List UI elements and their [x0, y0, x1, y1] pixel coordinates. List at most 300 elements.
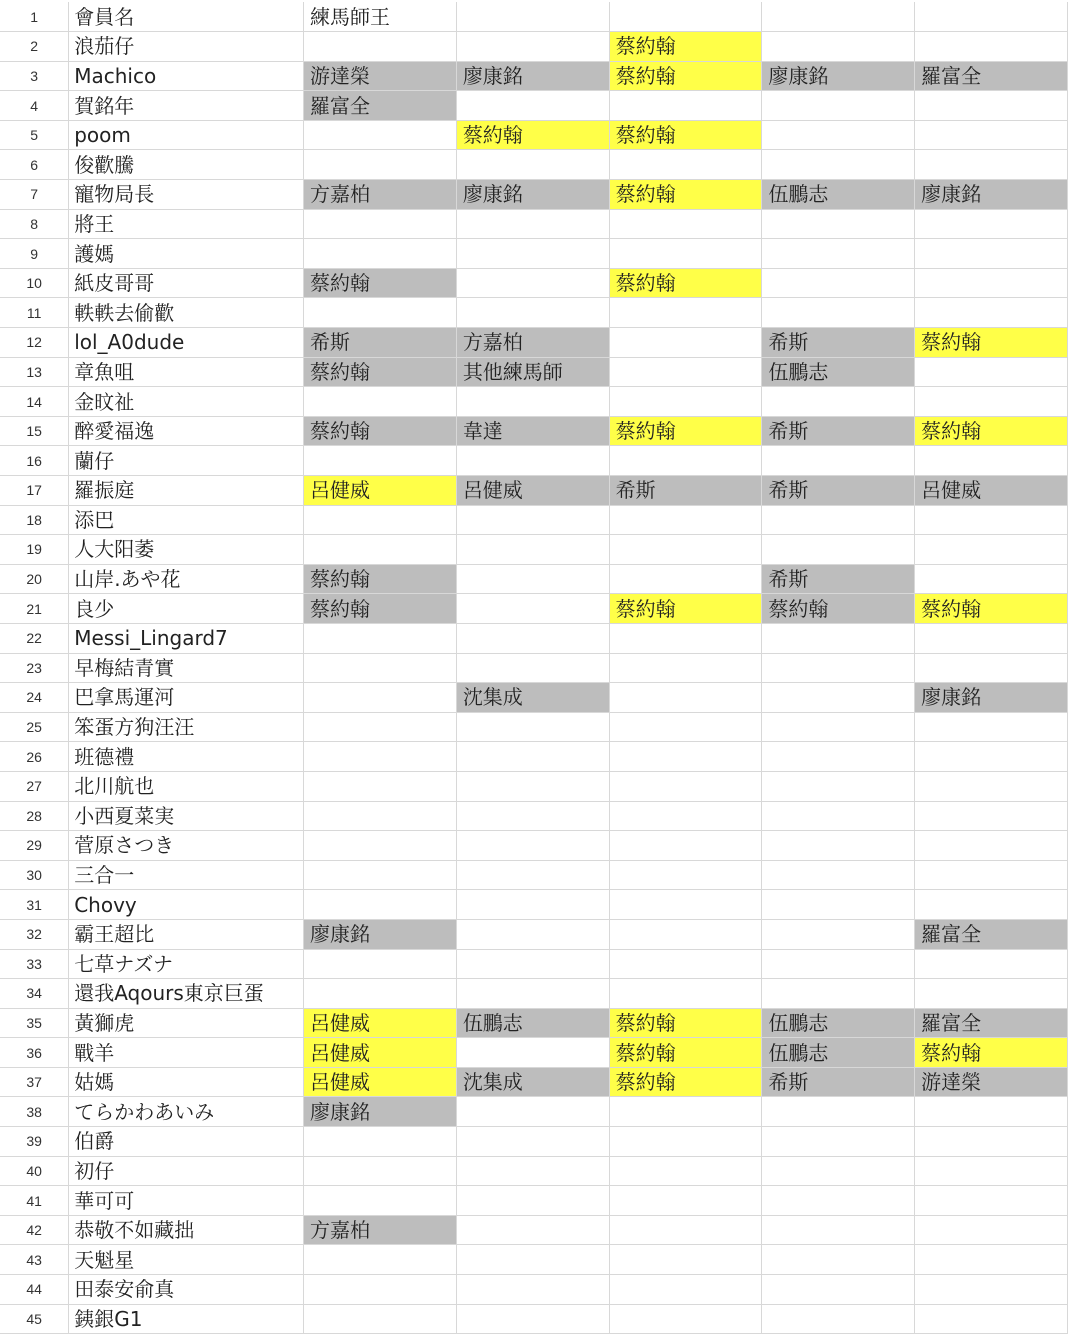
- trainer-cell[interactable]: [762, 979, 915, 1009]
- trainer-cell[interactable]: [915, 1215, 1068, 1245]
- member-name-cell[interactable]: 蘭仔: [69, 446, 304, 476]
- trainer-cell[interactable]: 蔡約翰: [304, 268, 457, 298]
- trainer-cell[interactable]: 希斯: [609, 476, 762, 506]
- trainer-cell[interactable]: [456, 32, 609, 62]
- trainer-cell[interactable]: [456, 1127, 609, 1157]
- member-name-cell[interactable]: 山岸.あや花: [69, 564, 304, 594]
- member-name-cell[interactable]: 笨蛋方狗汪汪: [69, 712, 304, 742]
- trainer-cell[interactable]: 廖康銘: [304, 919, 457, 949]
- trainer-cell[interactable]: [762, 653, 915, 683]
- row-number[interactable]: 36: [0, 1038, 69, 1068]
- trainer-cell[interactable]: [762, 209, 915, 239]
- trainer-cell[interactable]: 蔡約翰: [609, 594, 762, 624]
- trainer-cell[interactable]: [609, 801, 762, 831]
- trainer-cell[interactable]: [609, 623, 762, 653]
- trainer-cell[interactable]: 呂健威: [456, 476, 609, 506]
- trainer-cell[interactable]: [609, 1097, 762, 1127]
- member-name-cell[interactable]: 華可可: [69, 1186, 304, 1216]
- trainer-cell[interactable]: [456, 771, 609, 801]
- trainer-cell[interactable]: [609, 860, 762, 890]
- trainer-cell[interactable]: 希斯: [762, 328, 915, 358]
- trainer-cell[interactable]: 蔡約翰: [304, 594, 457, 624]
- trainer-cell[interactable]: [304, 387, 457, 417]
- trainer-cell[interactable]: [762, 32, 915, 62]
- trainer-cell[interactable]: [304, 1127, 457, 1157]
- member-name-cell[interactable]: 銕銀G1: [69, 1304, 304, 1334]
- trainer-cell[interactable]: [456, 1304, 609, 1334]
- trainer-cell[interactable]: [304, 209, 457, 239]
- trainer-cell[interactable]: 伍鵬志: [762, 1008, 915, 1038]
- trainer-cell[interactable]: [456, 387, 609, 417]
- row-number[interactable]: 21: [0, 594, 69, 624]
- trainer-cell[interactable]: [304, 653, 457, 683]
- member-name-cell[interactable]: 金旼祉: [69, 387, 304, 417]
- member-name-cell[interactable]: 姑媽: [69, 1067, 304, 1097]
- trainer-cell[interactable]: [915, 209, 1068, 239]
- trainer-cell[interactable]: [762, 712, 915, 742]
- member-name-cell[interactable]: 將王: [69, 209, 304, 239]
- row-number[interactable]: 13: [0, 357, 69, 387]
- row-number[interactable]: 14: [0, 387, 69, 417]
- trainer-cell[interactable]: [456, 623, 609, 653]
- trainer-cell[interactable]: 蔡約翰: [609, 268, 762, 298]
- trainer-cell[interactable]: [762, 1127, 915, 1157]
- trainer-cell[interactable]: [762, 860, 915, 890]
- trainer-cell[interactable]: 蔡約翰: [915, 416, 1068, 446]
- trainer-cell[interactable]: [609, 239, 762, 269]
- trainer-cell[interactable]: [304, 801, 457, 831]
- trainer-cell[interactable]: [609, 890, 762, 920]
- trainer-cell[interactable]: [609, 1127, 762, 1157]
- row-number[interactable]: 2: [0, 32, 69, 62]
- trainer-cell[interactable]: [762, 771, 915, 801]
- trainer-cell[interactable]: [456, 1156, 609, 1186]
- row-number[interactable]: 40: [0, 1156, 69, 1186]
- trainer-cell[interactable]: [456, 594, 609, 624]
- trainer-cell[interactable]: [304, 535, 457, 565]
- row-number[interactable]: 24: [0, 683, 69, 713]
- trainer-cell[interactable]: 希斯: [762, 416, 915, 446]
- trainer-cell[interactable]: [915, 979, 1068, 1009]
- trainer-cell[interactable]: 方嘉柏: [304, 1215, 457, 1245]
- trainer-cell[interactable]: [915, 2, 1068, 32]
- row-number[interactable]: 19: [0, 535, 69, 565]
- trainer-cell[interactable]: [915, 860, 1068, 890]
- trainer-cell[interactable]: [915, 150, 1068, 180]
- row-number[interactable]: 45: [0, 1304, 69, 1334]
- member-name-cell[interactable]: 三合一: [69, 860, 304, 890]
- trainer-cell[interactable]: [915, 1156, 1068, 1186]
- trainer-cell[interactable]: [456, 91, 609, 121]
- trainer-cell[interactable]: 蔡約翰: [762, 594, 915, 624]
- trainer-cell[interactable]: [304, 505, 457, 535]
- trainer-cell[interactable]: [915, 32, 1068, 62]
- trainer-cell[interactable]: [609, 535, 762, 565]
- trainer-cell[interactable]: [762, 120, 915, 150]
- trainer-cell[interactable]: [609, 1156, 762, 1186]
- row-number[interactable]: 32: [0, 919, 69, 949]
- trainer-cell[interactable]: 蔡約翰: [915, 328, 1068, 358]
- trainer-cell[interactable]: [304, 298, 457, 328]
- member-name-cell[interactable]: 早梅結青實: [69, 653, 304, 683]
- trainer-cell[interactable]: 韋達: [456, 416, 609, 446]
- trainer-cell[interactable]: 蔡約翰: [609, 1038, 762, 1068]
- trainer-cell[interactable]: [304, 712, 457, 742]
- trainer-cell[interactable]: [609, 979, 762, 1009]
- member-name-cell[interactable]: 田泰安俞真: [69, 1275, 304, 1305]
- trainer-cell[interactable]: 沈集成: [456, 683, 609, 713]
- trainer-cell[interactable]: 廖康銘: [915, 180, 1068, 210]
- member-name-cell[interactable]: 北川航也: [69, 771, 304, 801]
- trainer-cell[interactable]: [609, 771, 762, 801]
- member-name-cell[interactable]: 羅振庭: [69, 476, 304, 506]
- trainer-cell[interactable]: 伍鵬志: [762, 180, 915, 210]
- row-number[interactable]: 10: [0, 268, 69, 298]
- row-number[interactable]: 9: [0, 239, 69, 269]
- trainer-cell[interactable]: 蔡約翰: [456, 120, 609, 150]
- trainer-cell[interactable]: [762, 535, 915, 565]
- member-name-cell[interactable]: 軼軼去偷歡: [69, 298, 304, 328]
- trainer-cell[interactable]: [915, 771, 1068, 801]
- trainer-cell[interactable]: [456, 1275, 609, 1305]
- trainer-cell[interactable]: 呂健威: [304, 1008, 457, 1038]
- trainer-cell[interactable]: 方嘉柏: [304, 180, 457, 210]
- trainer-cell[interactable]: [609, 831, 762, 861]
- trainer-cell[interactable]: [915, 505, 1068, 535]
- row-number[interactable]: 8: [0, 209, 69, 239]
- trainer-cell[interactable]: 希斯: [762, 564, 915, 594]
- trainer-cell[interactable]: [915, 1245, 1068, 1275]
- trainer-cell[interactable]: 其他練馬師: [456, 357, 609, 387]
- row-number[interactable]: 23: [0, 653, 69, 683]
- trainer-cell[interactable]: [456, 801, 609, 831]
- trainer-cell[interactable]: [609, 446, 762, 476]
- trainer-cell[interactable]: 蔡約翰: [609, 61, 762, 91]
- trainer-cell[interactable]: [304, 771, 457, 801]
- trainer-cell[interactable]: [762, 268, 915, 298]
- member-name-cell[interactable]: 紙皮哥哥: [69, 268, 304, 298]
- member-name-cell[interactable]: 伯爵: [69, 1127, 304, 1157]
- row-number[interactable]: 4: [0, 91, 69, 121]
- member-name-cell[interactable]: Chovy: [69, 890, 304, 920]
- trainer-cell[interactable]: [456, 268, 609, 298]
- trainer-cell[interactable]: [456, 2, 609, 32]
- trainer-cell[interactable]: 羅富全: [304, 91, 457, 121]
- trainer-cell[interactable]: [456, 831, 609, 861]
- row-number[interactable]: 34: [0, 979, 69, 1009]
- trainer-cell[interactable]: 蔡約翰: [915, 594, 1068, 624]
- trainer-cell[interactable]: [915, 1275, 1068, 1305]
- trainer-cell[interactable]: [915, 564, 1068, 594]
- trainer-cell[interactable]: [762, 831, 915, 861]
- trainer-cell[interactable]: 羅富全: [915, 919, 1068, 949]
- trainer-cell[interactable]: [915, 120, 1068, 150]
- trainer-cell[interactable]: [456, 1097, 609, 1127]
- trainer-cell[interactable]: 方嘉柏: [456, 328, 609, 358]
- trainer-cell[interactable]: [762, 505, 915, 535]
- trainer-cell[interactable]: [609, 387, 762, 417]
- row-number[interactable]: 22: [0, 623, 69, 653]
- row-number[interactable]: 11: [0, 298, 69, 328]
- trainer-cell[interactable]: [915, 387, 1068, 417]
- row-number[interactable]: 29: [0, 831, 69, 861]
- trainer-cell[interactable]: [304, 683, 457, 713]
- row-number[interactable]: 37: [0, 1067, 69, 1097]
- trainer-cell[interactable]: [304, 831, 457, 861]
- member-name-cell[interactable]: lol_A0dude: [69, 328, 304, 358]
- trainer-cell[interactable]: [762, 1245, 915, 1275]
- trainer-cell[interactable]: 呂健威: [304, 476, 457, 506]
- row-number[interactable]: 17: [0, 476, 69, 506]
- trainer-cell[interactable]: [762, 298, 915, 328]
- trainer-cell[interactable]: [456, 1245, 609, 1275]
- trainer-cell[interactable]: [304, 120, 457, 150]
- trainer-cell[interactable]: [456, 209, 609, 239]
- trainer-cell[interactable]: [304, 446, 457, 476]
- trainer-cell[interactable]: [609, 683, 762, 713]
- row-number[interactable]: 26: [0, 742, 69, 772]
- member-name-cell[interactable]: Machico: [69, 61, 304, 91]
- member-name-cell[interactable]: 醉愛福逸: [69, 416, 304, 446]
- trainer-cell[interactable]: [762, 742, 915, 772]
- trainer-cell[interactable]: 蔡約翰: [609, 120, 762, 150]
- trainer-cell[interactable]: 呂健威: [915, 476, 1068, 506]
- trainer-cell[interactable]: [915, 831, 1068, 861]
- trainer-cell[interactable]: [762, 2, 915, 32]
- row-number[interactable]: 12: [0, 328, 69, 358]
- trainer-cell[interactable]: [915, 742, 1068, 772]
- member-name-cell[interactable]: 小西夏菜実: [69, 801, 304, 831]
- row-number[interactable]: 6: [0, 150, 69, 180]
- trainer-cell[interactable]: [304, 979, 457, 1009]
- trainer-cell[interactable]: [609, 564, 762, 594]
- trainer-cell[interactable]: [915, 1097, 1068, 1127]
- trainer-cell[interactable]: 廖康銘: [915, 683, 1068, 713]
- trainer-cell[interactable]: 蔡約翰: [304, 564, 457, 594]
- trainer-cell[interactable]: [762, 949, 915, 979]
- trainer-cell[interactable]: 蔡約翰: [609, 1067, 762, 1097]
- trainer-cell[interactable]: 廖康銘: [456, 61, 609, 91]
- trainer-cell[interactable]: 蔡約翰: [609, 416, 762, 446]
- trainer-cell[interactable]: 羅富全: [915, 1008, 1068, 1038]
- trainer-cell[interactable]: [762, 801, 915, 831]
- member-name-cell[interactable]: 天魁星: [69, 1245, 304, 1275]
- row-number[interactable]: 42: [0, 1215, 69, 1245]
- trainer-cell[interactable]: [915, 91, 1068, 121]
- trainer-cell[interactable]: [609, 712, 762, 742]
- member-name-cell[interactable]: 俊歡騰: [69, 150, 304, 180]
- trainer-cell[interactable]: [304, 742, 457, 772]
- trainer-cell[interactable]: [609, 1304, 762, 1334]
- trainer-cell[interactable]: [762, 1097, 915, 1127]
- trainer-cell[interactable]: [762, 150, 915, 180]
- trainer-cell[interactable]: [762, 683, 915, 713]
- member-name-cell[interactable]: 菅原さつき: [69, 831, 304, 861]
- trainer-cell[interactable]: [915, 357, 1068, 387]
- member-name-cell[interactable]: てらかわあいみ: [69, 1097, 304, 1127]
- trainer-cell[interactable]: [762, 1275, 915, 1305]
- member-name-cell[interactable]: 會員名: [69, 2, 304, 32]
- trainer-cell[interactable]: [304, 623, 457, 653]
- trainer-cell[interactable]: [609, 2, 762, 32]
- trainer-cell[interactable]: [456, 564, 609, 594]
- trainer-cell[interactable]: [304, 949, 457, 979]
- trainer-cell[interactable]: [609, 1215, 762, 1245]
- member-name-cell[interactable]: 寵物局長: [69, 180, 304, 210]
- member-name-cell[interactable]: 添巴: [69, 505, 304, 535]
- trainer-cell[interactable]: [915, 298, 1068, 328]
- row-number[interactable]: 43: [0, 1245, 69, 1275]
- trainer-cell[interactable]: [456, 298, 609, 328]
- trainer-cell[interactable]: [915, 949, 1068, 979]
- member-name-cell[interactable]: 七草ナズナ: [69, 949, 304, 979]
- trainer-cell[interactable]: 希斯: [762, 1067, 915, 1097]
- trainer-cell[interactable]: [762, 1156, 915, 1186]
- trainer-cell[interactable]: [915, 1304, 1068, 1334]
- trainer-cell[interactable]: [304, 890, 457, 920]
- trainer-cell[interactable]: [304, 1245, 457, 1275]
- trainer-cell[interactable]: [609, 1245, 762, 1275]
- trainer-cell[interactable]: 廖康銘: [456, 180, 609, 210]
- row-number[interactable]: 25: [0, 712, 69, 742]
- row-number[interactable]: 5: [0, 120, 69, 150]
- trainer-cell[interactable]: [762, 919, 915, 949]
- row-number[interactable]: 30: [0, 860, 69, 890]
- trainer-cell[interactable]: [456, 239, 609, 269]
- trainer-cell[interactable]: [456, 446, 609, 476]
- trainer-cell[interactable]: 呂健威: [304, 1067, 457, 1097]
- member-name-cell[interactable]: poom: [69, 120, 304, 150]
- trainer-cell[interactable]: 希斯: [304, 328, 457, 358]
- member-name-cell[interactable]: 護媽: [69, 239, 304, 269]
- member-name-cell[interactable]: 戰羊: [69, 1038, 304, 1068]
- trainer-cell[interactable]: 蔡約翰: [304, 416, 457, 446]
- trainer-cell[interactable]: [915, 712, 1068, 742]
- trainer-cell[interactable]: [304, 1275, 457, 1305]
- trainer-cell[interactable]: [609, 91, 762, 121]
- trainer-cell[interactable]: [609, 150, 762, 180]
- row-number[interactable]: 16: [0, 446, 69, 476]
- trainer-cell[interactable]: [456, 653, 609, 683]
- trainer-cell[interactable]: 游達榮: [915, 1067, 1068, 1097]
- row-number[interactable]: 3: [0, 61, 69, 91]
- trainer-cell[interactable]: 蔡約翰: [915, 1038, 1068, 1068]
- trainer-cell[interactable]: [609, 505, 762, 535]
- trainer-cell[interactable]: [456, 712, 609, 742]
- trainer-cell[interactable]: [762, 1304, 915, 1334]
- trainer-cell[interactable]: [456, 742, 609, 772]
- trainer-cell[interactable]: [915, 446, 1068, 476]
- member-name-cell[interactable]: 霸王超比: [69, 919, 304, 949]
- trainer-cell[interactable]: 練馬師王: [304, 2, 457, 32]
- trainer-cell[interactable]: [762, 387, 915, 417]
- trainer-cell[interactable]: 蔡約翰: [609, 180, 762, 210]
- trainer-cell[interactable]: [456, 505, 609, 535]
- trainer-cell[interactable]: [609, 328, 762, 358]
- trainer-cell[interactable]: 廖康銘: [762, 61, 915, 91]
- trainer-cell[interactable]: 游達榮: [304, 61, 457, 91]
- member-name-cell[interactable]: 恭敬不如藏拙: [69, 1215, 304, 1245]
- trainer-cell[interactable]: [456, 535, 609, 565]
- trainer-cell[interactable]: [456, 1215, 609, 1245]
- trainer-cell[interactable]: 伍鵬志: [456, 1008, 609, 1038]
- row-number[interactable]: 18: [0, 505, 69, 535]
- trainer-cell[interactable]: [456, 949, 609, 979]
- trainer-cell[interactable]: [456, 919, 609, 949]
- row-number[interactable]: 28: [0, 801, 69, 831]
- trainer-cell[interactable]: [304, 1304, 457, 1334]
- trainer-cell[interactable]: [762, 91, 915, 121]
- trainer-cell[interactable]: [609, 919, 762, 949]
- trainer-cell[interactable]: [304, 1156, 457, 1186]
- trainer-cell[interactable]: 廖康銘: [304, 1097, 457, 1127]
- trainer-cell[interactable]: [915, 1127, 1068, 1157]
- trainer-cell[interactable]: [609, 653, 762, 683]
- trainer-cell[interactable]: [456, 1186, 609, 1216]
- trainer-cell[interactable]: [304, 1186, 457, 1216]
- trainer-cell[interactable]: [915, 801, 1068, 831]
- trainer-cell[interactable]: [915, 653, 1068, 683]
- trainer-cell[interactable]: [304, 150, 457, 180]
- row-number[interactable]: 20: [0, 564, 69, 594]
- member-name-cell[interactable]: 章魚咀: [69, 357, 304, 387]
- trainer-cell[interactable]: [304, 860, 457, 890]
- member-name-cell[interactable]: 班德禮: [69, 742, 304, 772]
- member-name-cell[interactable]: 人大阳萎: [69, 535, 304, 565]
- trainer-cell[interactable]: 蔡約翰: [609, 1008, 762, 1038]
- member-name-cell[interactable]: 良少: [69, 594, 304, 624]
- trainer-cell[interactable]: [304, 32, 457, 62]
- trainer-cell[interactable]: [456, 979, 609, 1009]
- row-number[interactable]: 33: [0, 949, 69, 979]
- trainer-cell[interactable]: [762, 239, 915, 269]
- trainer-cell[interactable]: 伍鵬志: [762, 357, 915, 387]
- trainer-cell[interactable]: [915, 623, 1068, 653]
- trainer-cell[interactable]: 伍鵬志: [762, 1038, 915, 1068]
- trainer-cell[interactable]: [762, 1186, 915, 1216]
- member-name-cell[interactable]: 賀銘年: [69, 91, 304, 121]
- trainer-cell[interactable]: [762, 623, 915, 653]
- trainer-cell[interactable]: [915, 239, 1068, 269]
- row-number[interactable]: 27: [0, 771, 69, 801]
- row-number[interactable]: 1: [0, 2, 69, 32]
- member-name-cell[interactable]: 巴拿馬運河: [69, 683, 304, 713]
- trainer-cell[interactable]: [609, 298, 762, 328]
- trainer-cell[interactable]: [609, 742, 762, 772]
- row-number[interactable]: 38: [0, 1097, 69, 1127]
- trainer-cell[interactable]: 呂健威: [304, 1038, 457, 1068]
- trainer-cell[interactable]: 希斯: [762, 476, 915, 506]
- trainer-cell[interactable]: 蔡約翰: [609, 32, 762, 62]
- trainer-cell[interactable]: 蔡約翰: [304, 357, 457, 387]
- trainer-cell[interactable]: [915, 1186, 1068, 1216]
- trainer-cell[interactable]: [609, 209, 762, 239]
- trainer-cell[interactable]: [762, 1215, 915, 1245]
- trainer-cell[interactable]: [456, 860, 609, 890]
- trainer-cell[interactable]: 沈集成: [456, 1067, 609, 1097]
- member-name-cell[interactable]: 黃獅虎: [69, 1008, 304, 1038]
- trainer-cell[interactable]: [609, 1186, 762, 1216]
- trainer-cell[interactable]: 羅富全: [915, 61, 1068, 91]
- trainer-cell[interactable]: [609, 1275, 762, 1305]
- trainer-cell[interactable]: [456, 150, 609, 180]
- trainer-cell[interactable]: [915, 268, 1068, 298]
- trainer-cell[interactable]: [915, 535, 1068, 565]
- trainer-cell[interactable]: [304, 239, 457, 269]
- trainer-cell[interactable]: [456, 1038, 609, 1068]
- member-name-cell[interactable]: 初仔: [69, 1156, 304, 1186]
- row-number[interactable]: 15: [0, 416, 69, 446]
